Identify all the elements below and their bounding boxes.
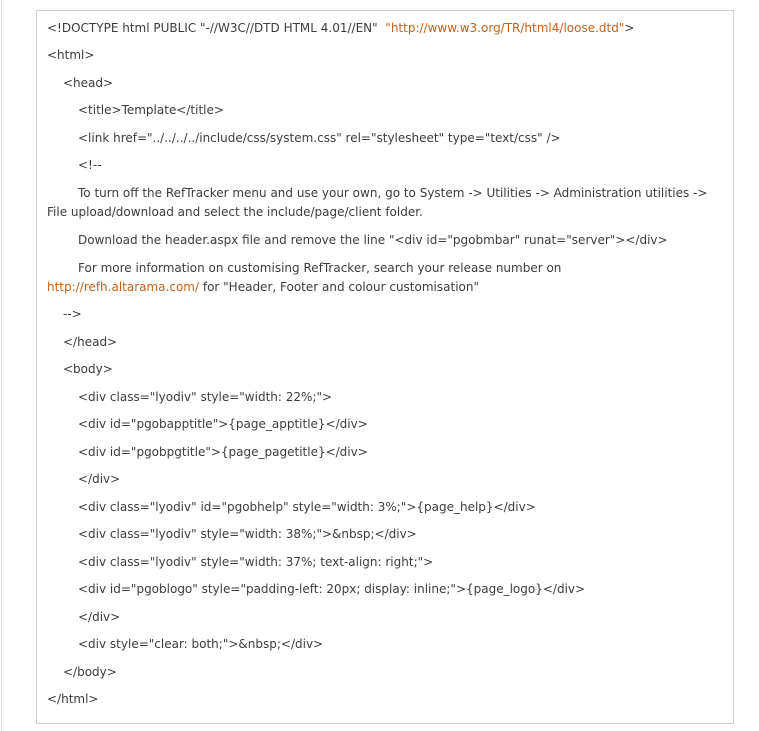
code-line-div-pgobhelp: <div class="lyodiv" id="pgobhelp" style="width: 3%;">{page_help}</div>	[78, 500, 536, 514]
code-line-link: <link href="../../../../include/css/system.css" rel="stylesheet" type="text/css" />	[78, 131, 561, 145]
code-line-comment-p3-cont	[47, 278, 479, 297]
code-line-comment-close: -->	[63, 307, 82, 321]
doctype-suffix: >	[624, 21, 635, 35]
code-line-comment-p1-cont: File upload/download and select the include/page/client folder.	[47, 205, 423, 219]
doctype-text: <!DOCTYPE html PUBLIC "-//W3C//DTD HTML 4.01//EN"	[47, 21, 386, 35]
code-line-comment-p2: Download the header.aspx file and remove the line "<div id="pgobmbar" runat="server"></div>	[78, 233, 668, 247]
code-line-div-clear: <div style="clear: both;">&nbsp;</div>	[78, 637, 324, 651]
code-block	[36, 10, 734, 724]
altarama-url-link[interactable]: http://refh.altarama.com/	[47, 280, 200, 294]
code-line-title: <title>Template</title>	[78, 103, 224, 117]
code-line-div-close-2: </div>	[78, 610, 121, 624]
left-edge-line	[1, 0, 2, 731]
code-line-comment-p1: To turn off the RefTracker menu and use your own, go to System -> Utilities -> Administration utilities ->	[78, 186, 708, 200]
comment-p3-rest: for "Header, Footer and colour customisation"	[199, 280, 479, 294]
doctype-url-link[interactable]: "http://www.w3.org/TR/html4/loose.dtd"	[385, 21, 625, 35]
code-line-html-open: <html>	[47, 48, 95, 62]
code-line-div-close-1: </div>	[78, 472, 121, 486]
code-line-div-lyodiv-22: <div class="lyodiv" style="width: 22%;">	[78, 390, 333, 404]
code-line-body-close: </body>	[63, 665, 117, 679]
code-line-body-open: <body>	[63, 362, 113, 376]
code-line-div-pgobapptitle: <div id="pgobapptitle">{page_apptitle}</div>	[78, 417, 368, 431]
code-line-div-pgoblogo: <div id="pgoblogo" style="padding-left: 20px; display: inline;">{page_logo}</div>	[78, 582, 586, 596]
code-line-div-lyodiv-37: <div class="lyodiv" style="width: 37%; text-align: right;">	[78, 555, 434, 569]
code-line-head-close: </head>	[63, 335, 118, 349]
code-line-div-lyodiv-38: <div class="lyodiv" style="width: 38%;">&nbsp;</div>	[78, 527, 417, 541]
code-line-head-open: <head>	[63, 76, 114, 90]
code-line-html-close: </html>	[47, 692, 99, 706]
code-line-div-pgobpgtitle: <div id="pgobpgtitle">{page_pagetitle}</div>	[78, 445, 368, 459]
code-line-doctype	[47, 19, 634, 38]
code-line-comment-p3: For more information on customising RefTracker, search your release number on	[78, 261, 562, 275]
code-line-comment-open: <!--	[78, 158, 102, 172]
